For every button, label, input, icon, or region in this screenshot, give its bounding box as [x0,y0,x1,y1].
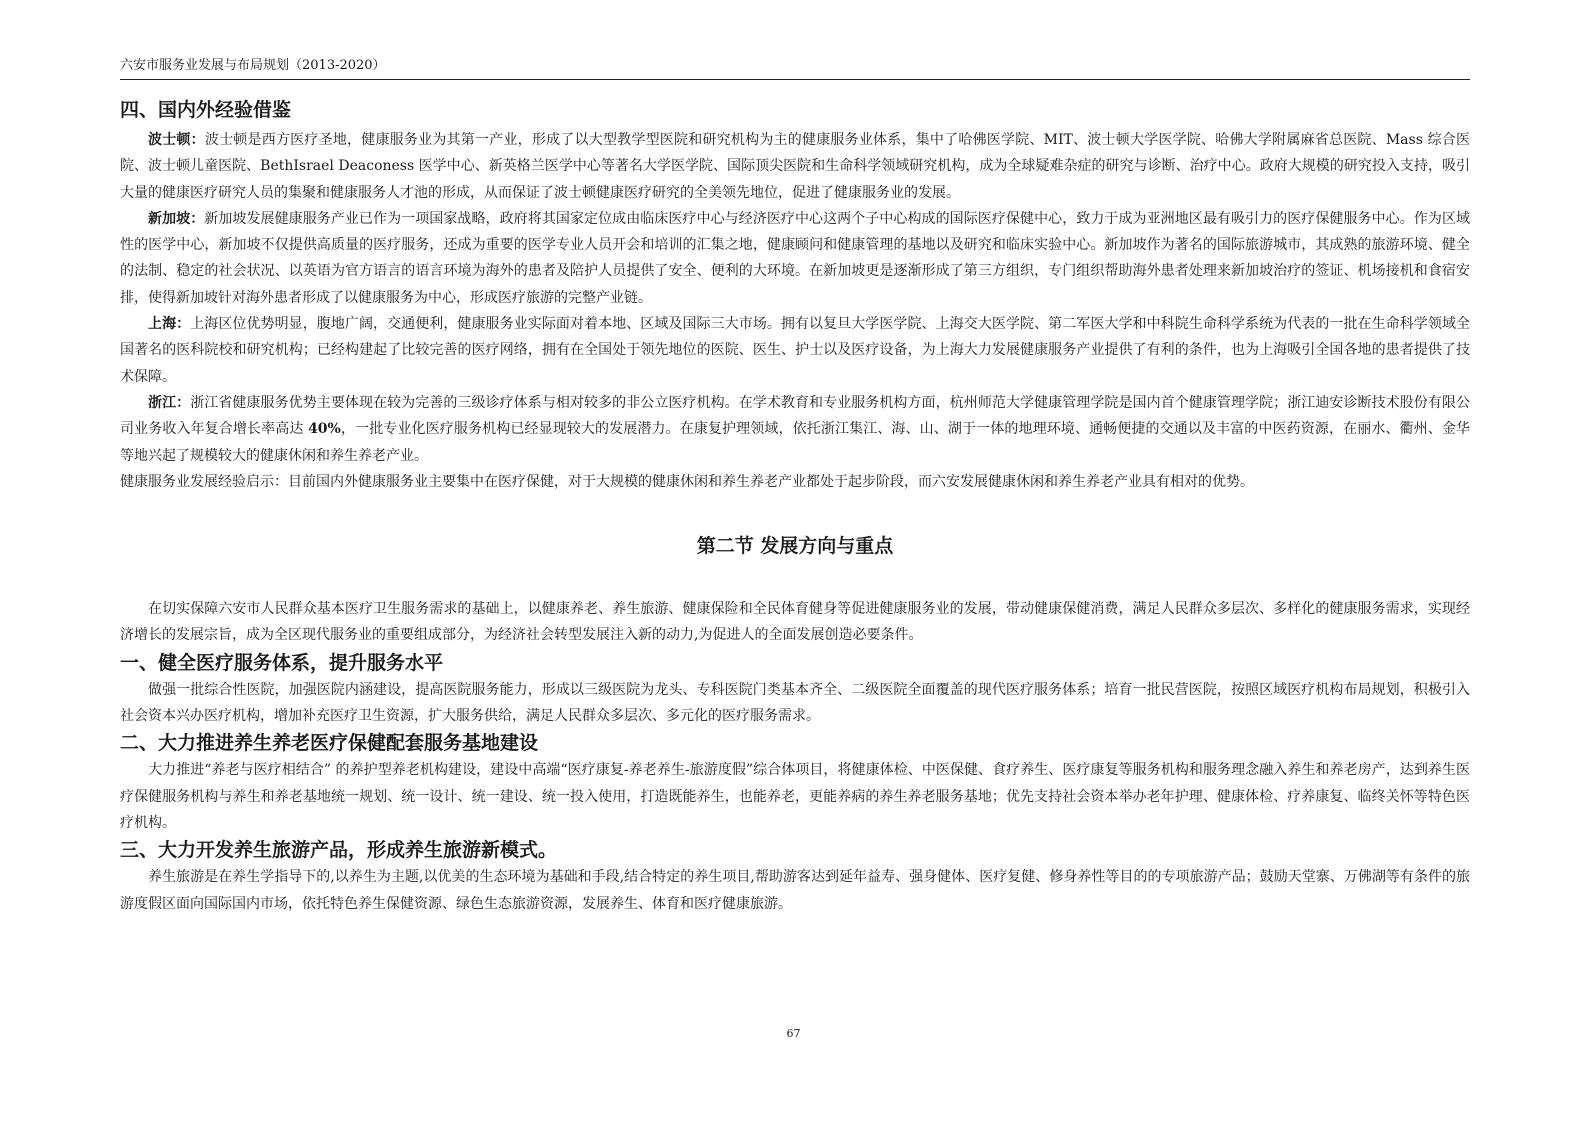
paragraph-chapter-intro: 在切实保障六安市人民群众基本医疗卫生服务需求的基础上，以健康养老、养生旅游、健康保险和全民体育健身等促进健康服务业的发展，带动健康保健消费，满足人民群众多层次、多样化的健康服务需求，实现经济增长的发展宗旨，成为全区现代服务业的重要组成部分，为经济社会转型发展注入新的动力,为促进人的全面发展创造必要条件。 [120,601,1470,644]
paragraph-text: 波士顿是西方医疗圣地，健康服务业为其第一产业，形成了以大型教学型医院和研究机构为主的健康服务业体系，集中了哈佛医学院、MIT、波士顿大学医学院、哈佛大学附属麻省总医院、Mass 综合医院、波士顿儿童医院、BethIsrael Deaconess 医学中心、新英格兰医学中心等著名大学医学院、国际顶尖医院和生命科学领域研究机构，成为全球疑难杂症的研究与诊断、治疗中心。政府大规模的研究投入支持，吸引大量的健康医疗研究人员的集聚和健康服务人才池的形成，从而保证了波士顿健康医疗研究的全美领先地位，促进了健康服务业的发展。 [120,132,1471,201]
paragraph-shanghai [120,311,1470,390]
paragraph-medical: 做强一批综合性医院，加强医院内涵建设，提高医院服务能力，形成以三级医院为龙头、专科医院门类基本齐全、二级医院全面覆盖的现代医疗服务体系；培育一批民营医院，按照区域医疗机构布局规划，积极引入社会资本兴办医疗机构，增加补充医疗卫生资源，扩大服务供给，满足人民群众多层次、多元化的医疗服务需求。 [120,681,1470,725]
paragraph-text: 新加坡发展健康服务产业已作为一项国家战略，政府将其国家定位成由临床医疗中心与经济医疗中心这两个子中心构成的国际医疗保健中心，致力于成为亚洲地区最有吸引力的医疗保健服务中心。作为区域性的医学中心，新加坡不仅提供高质量的医疗服务，还成为重要的医学专业人员开会和培训的汇集之地，健康顾问和健康管理的基地以及研究和临床实验中心。新加坡作为著名的国际旅游城市，其成熟的旅游环境、健全的法制、稳定的社会状况、以英语为官方语言的语言环境为海外的患者及陪护人员提供了安全、便利的大环境。在新加坡更是逐渐形成了第三方组织，专门组织帮助海外患者处理来新加坡治疗的签证、机场接机和食宿安排，使得新加坡针对海外患者形成了以健康服务为中心，形成医疗旅游的完整产业链。 [120,210,1471,306]
paragraph-insight: 健康服务业发展经验启示：目前国内外健康服务业主要集中在医疗保健，对于大规模的健康休闲和养生养老产业都处于起步阶段，而六安发展健康休闲和养生养老产业具有相对的优势。 [120,473,1254,490]
document-title: 六安市服务业发展与布局规划（2013-2020） [120,58,386,73]
growth-rate-highlight: 40% [308,421,341,438]
paragraph-lead: 浙江： [148,394,191,411]
paragraph-zhejiang [120,390,1470,469]
paragraph-health-tourism: 养生旅游是在养生学指导下的,以养生为主题,以优美的生态环境为基础和手段,结合特定的养生项目,帮助游客达到延年益寿、强身健体、医疗复健、修身养性等目的的专项旅游产品；鼓励天堂寨、万佛湖等有条件的旅游度假区面向国际国内市场，依托特色养生保健资源、绿色生态旅游资源，发展养生、体育和医疗健康旅游。 [120,869,1470,912]
paragraph-text: 上海区位优势明显，腹地广阔，交通便利，健康服务业实际面对着本地、区域及国际三大市场。拥有以复旦大学医学院、上海交大医学院、第二军医大学和中科院生命科学系统为代表的一批在生命科学领域全国著名的医科院校和研究机构；已经构建起了比较完善的医疗网络，拥有在全国处于领先地位的医院、医生、护士以及医疗设备，为上海大力发展健康服务产业提供了有利的条件，也为上海吸引全国各地的患者提供了技术保障。 [120,316,1471,385]
paragraph-lead: 波士顿： [148,132,205,148]
paragraph-elderly-care: 大力推进“养老与医疗相结合” 的养护型养老机构建设，建设中高端“医疗康复-养老养生-旅游度假”综合体项目，将健康体检、中医保健、食疗养生、医疗康复等服务机构和服务理念融入养生和养老房产，达到养生医疗保健服务机构与养生和养老基地统一规划、统一设计、统一建设、统一投入使用，打造既能养生，也能养老，更能养病的养生养老服务基地；优先支持社会资本举办老年护理、健康体检、疗养康复、临终关怀等特色医疗机构。 [120,762,1470,831]
paragraph-lead: 上海： [148,316,191,333]
page-content [120,96,1470,917]
chapter-title: 第二节 发展方向与重点 [696,535,894,558]
paragraph-singapore [120,206,1470,311]
paragraph-lead: 新加坡： [148,210,205,227]
subsection-heading-health-tourism: 三、大力开发养生旅游产品，形成养生旅游新模式。 [120,839,558,862]
subsection-heading-medical: 一、健全医疗服务体系，提升服务水平 [120,651,444,674]
page-header [120,56,1470,80]
paragraph-boston [120,127,1470,206]
paragraph-text: ，一批专业化医疗服务机构已经显现较大的发展潜力。在康复护理领域，依托浙江集江、海、山、湖于一体的地理环境、通畅便捷的交通以及丰富的中医药资源，在丽水、衢州、金华等地兴起了规模较大的健康休闲和养生养老产业。 [120,421,1471,464]
paragraph-text: 浙江省健康服务优势主要体现在较为完善的三级诊疗体系与相对较多的非公立医疗机构。在学术教育和专业服务机构方面，杭州师范大学健康管理学院是国内首个健康管理学院；浙江迪安诊断技术股份有限公司业务收入年复合增长率高达 [120,394,1471,438]
section-heading-experience: 四、国内外经验借鉴 [120,99,292,121]
subsection-heading-elderly-care: 二、大力推进养生养老医疗保健配套服务基地建设 [120,732,539,755]
page-number: 67 [786,1027,801,1040]
